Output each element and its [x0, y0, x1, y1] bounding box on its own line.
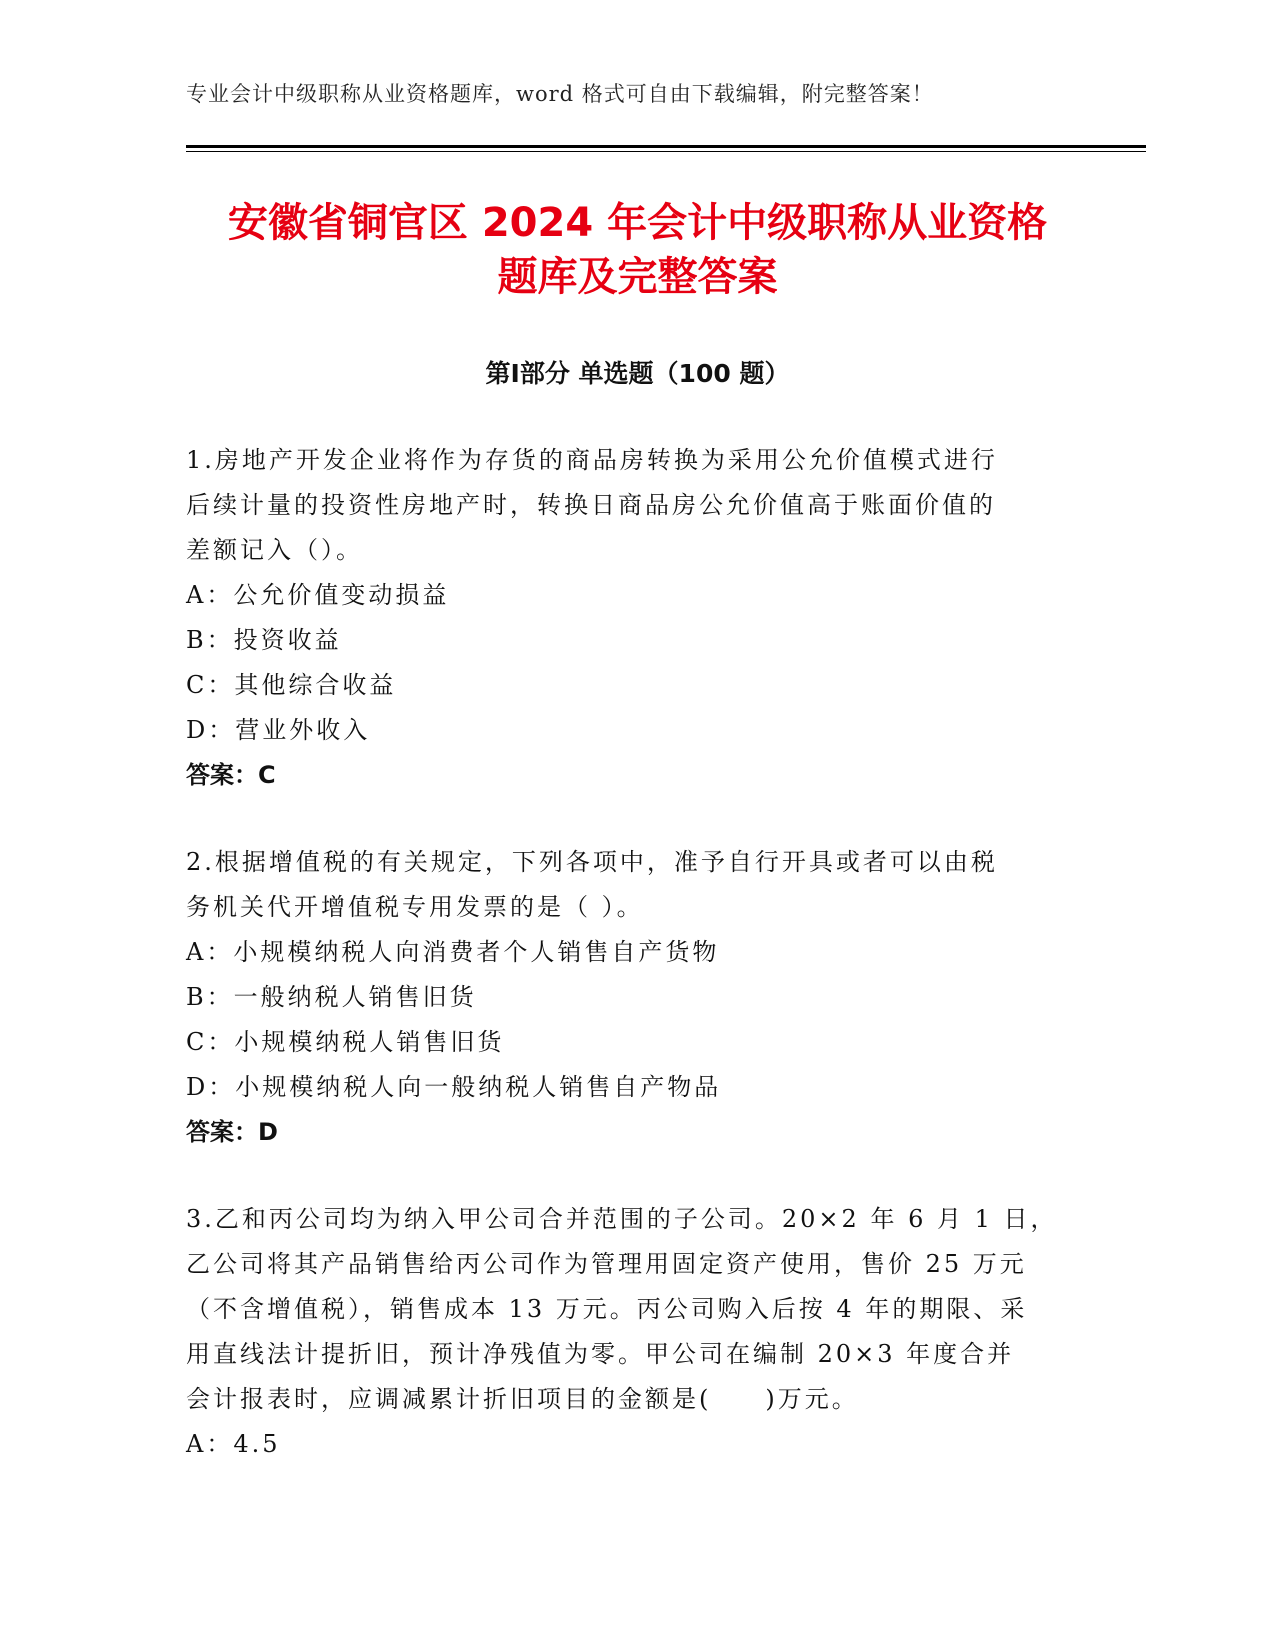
option-c: C：小规模纳税人销售旧货: [186, 1028, 505, 1056]
header-rule-thin: [186, 151, 1146, 152]
question-1: [186, 438, 1066, 798]
option-d: D：小规模纳税人向一般纳税人销售自产物品: [186, 1073, 722, 1101]
option-d: D：营业外收入: [186, 716, 371, 744]
option-a: A：小规模纳税人向消费者个人销售自产货物: [186, 938, 720, 966]
question-stem: [186, 840, 1066, 930]
question-2: [186, 840, 1066, 1155]
option-a: A：公允价值变动损益: [186, 581, 450, 609]
question-stem: [186, 1197, 1066, 1422]
question-stem-line: （不含增值税），销售成本 13 万元。丙公司购入后按 4 年的期限、采: [186, 1295, 1028, 1323]
document-title-line-1: 安徽省铜官区 2024 年会计中级职称从业资格: [227, 200, 1048, 246]
question-stem-line: 1.房地产开发企业将作为存货的商品房转换为采用公允价值模式进行: [186, 446, 998, 474]
question-stem-line: 务机关代开增值税专用发票的是（ ）。: [186, 893, 644, 921]
option-b: B：一般纳税人销售旧货: [186, 983, 477, 1011]
header-note: 专业会计中级职称从业资格题库，word 格式可自由下载编辑，附完整答案！: [186, 82, 934, 106]
question-stem-line: 后续计量的投资性房地产时，转换日商品房公允价值高于账面价值的: [186, 491, 996, 519]
question-stem: [186, 438, 1066, 573]
question-stem-line: 乙公司将其产品销售给丙公司作为管理用固定资产使用，售价 25 万元: [186, 1250, 1027, 1278]
answer: 答案：C: [186, 761, 276, 789]
option-a: A：4.5: [186, 1430, 281, 1458]
answer: 答案：D: [186, 1118, 278, 1146]
question-stem-line: 会计报表时，应调减累计折旧项目的金额是( )万元。: [186, 1385, 859, 1413]
question-stem-line: 用直线法计提折旧，预计净残值为零。甲公司在编制 20×3 年度合并: [186, 1340, 1015, 1368]
header-rule-thick: [186, 145, 1146, 148]
question-stem-line: 差额记入（）。: [186, 536, 363, 564]
option-b: B：投资收益: [186, 626, 342, 654]
option-c: C：其他综合收益: [186, 671, 397, 699]
document-title: [150, 196, 1125, 304]
question-stem-line: 2.根据增值税的有关规定，下列各项中，准予自行开具或者可以由税: [186, 848, 998, 876]
question-3: [186, 1197, 1066, 1467]
question-list: [186, 438, 1066, 1509]
document-title-line-2: 题库及完整答案: [497, 254, 778, 300]
section-heading: 第Ⅰ部分 单选题（100 题）: [485, 359, 790, 388]
question-stem-line: 3.乙和丙公司均为纳入甲公司合并范围的子公司。20×2 年 6 月 1 日，: [186, 1205, 1058, 1233]
